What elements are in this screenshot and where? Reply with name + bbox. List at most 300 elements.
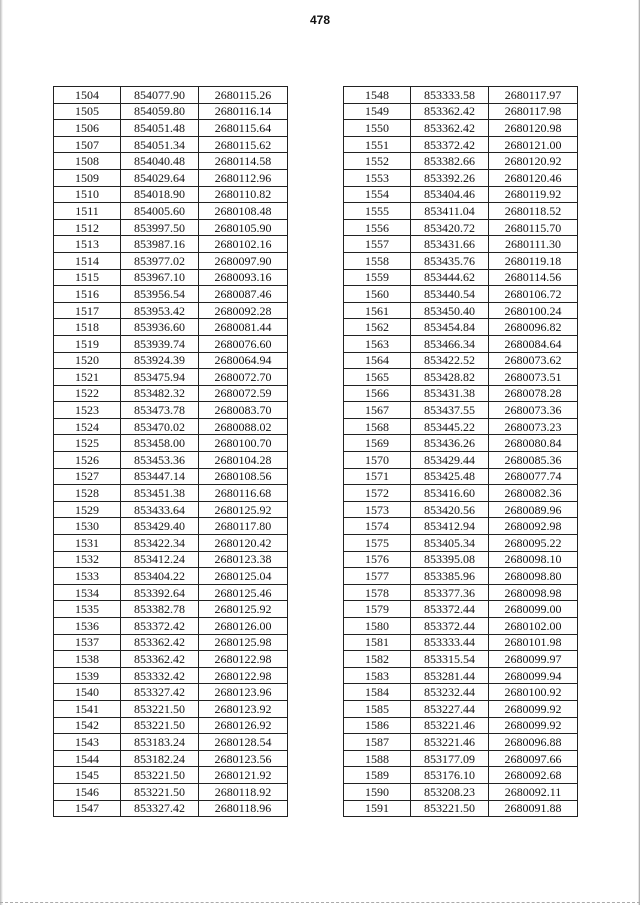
x-coordinate-cell: 853436.26 [411,435,489,452]
y-coordinate-cell: 2680116.68 [199,485,288,502]
table-row [344,551,578,568]
point-number-cell: 1559 [344,269,411,286]
point-number-cell: 1554 [344,186,411,203]
point-number-cell: 1542 [54,717,121,734]
point-number-cell: 1506 [54,120,121,137]
x-coordinate-cell: 853411.04 [411,203,489,220]
scan-edge-left [0,0,3,905]
x-coordinate-cell: 853422.34 [121,535,199,552]
table-row [344,319,578,336]
x-coordinate-cell: 853221.50 [411,800,489,817]
table-row [344,385,578,402]
x-coordinate-cell: 853453.36 [121,452,199,469]
point-number-cell: 1521 [54,369,121,386]
x-coordinate-cell: 853382.66 [411,153,489,170]
table-row [344,252,578,269]
table-row [54,186,288,203]
x-coordinate-cell: 853953.42 [121,302,199,319]
point-number-cell: 1516 [54,286,121,303]
scan-edge-bottom [0,901,640,903]
y-coordinate-cell: 2680100.92 [489,684,578,701]
point-number-cell: 1514 [54,252,121,269]
y-coordinate-cell: 2680118.52 [489,203,578,220]
table-row [54,518,288,535]
y-coordinate-cell: 2680105.90 [199,219,288,236]
table-row [344,203,578,220]
x-coordinate-cell: 853377.36 [411,584,489,601]
table-row [54,435,288,452]
table-row [54,651,288,668]
table-row [54,252,288,269]
table-row [54,418,288,435]
table-row [54,335,288,352]
point-number-cell: 1590 [344,783,411,800]
y-coordinate-cell: 2680108.48 [199,203,288,220]
x-coordinate-cell: 853372.44 [411,618,489,635]
table-row [344,634,578,651]
y-coordinate-cell: 2680093.16 [199,269,288,286]
x-coordinate-cell: 853470.02 [121,418,199,435]
point-number-cell: 1586 [344,717,411,734]
point-number-cell: 1518 [54,319,121,336]
x-coordinate-cell: 853404.46 [411,186,489,203]
table-row [344,750,578,767]
y-coordinate-cell: 2680117.80 [199,518,288,535]
y-coordinate-cell: 2680126.92 [199,717,288,734]
page-number: 478 [309,13,331,27]
point-number-cell: 1583 [344,667,411,684]
point-number-cell: 1568 [344,418,411,435]
table-row [344,651,578,668]
y-coordinate-cell: 2680099.97 [489,651,578,668]
point-number-cell: 1525 [54,435,121,452]
point-number-cell: 1560 [344,286,411,303]
point-number-cell: 1578 [344,584,411,601]
x-coordinate-cell: 853362.42 [411,120,489,137]
table-row [344,369,578,386]
table-row [54,485,288,502]
point-number-cell: 1512 [54,219,121,236]
x-coordinate-cell: 853466.34 [411,335,489,352]
table-row [54,452,288,469]
y-coordinate-cell: 2680102.00 [489,618,578,635]
x-coordinate-cell: 853440.54 [411,286,489,303]
x-coordinate-cell: 854077.90 [121,87,199,104]
table-row [344,767,578,784]
point-number-cell: 1546 [54,783,121,800]
y-coordinate-cell: 2680115.64 [199,120,288,137]
y-coordinate-cell: 2680104.28 [199,452,288,469]
point-number-cell: 1556 [344,219,411,236]
table-row [54,700,288,717]
x-coordinate-cell: 853405.34 [411,535,489,552]
y-coordinate-cell: 2680120.42 [199,535,288,552]
y-coordinate-cell: 2680088.02 [199,418,288,435]
point-number-cell: 1544 [54,750,121,767]
x-coordinate-cell: 853429.44 [411,452,489,469]
table-row [344,402,578,419]
y-coordinate-cell: 2680120.46 [489,169,578,186]
table-row [344,186,578,203]
x-coordinate-cell: 853327.42 [121,684,199,701]
x-coordinate-cell: 853429.40 [121,518,199,535]
y-coordinate-cell: 2680123.96 [199,684,288,701]
table-row [344,568,578,585]
x-coordinate-cell: 853987.16 [121,236,199,253]
table-row [344,468,578,485]
y-coordinate-cell: 2680073.62 [489,352,578,369]
point-number-cell: 1567 [344,402,411,419]
y-coordinate-cell: 2680097.66 [489,750,578,767]
x-coordinate-cell: 853454.84 [411,319,489,336]
y-coordinate-cell: 2680073.36 [489,402,578,419]
point-number-cell: 1533 [54,568,121,585]
y-coordinate-cell: 2680087.46 [199,286,288,303]
table-row [54,584,288,601]
x-coordinate-cell: 853395.08 [411,551,489,568]
x-coordinate-cell: 853482.32 [121,385,199,402]
y-coordinate-cell: 2680100.24 [489,302,578,319]
x-coordinate-cell: 853445.22 [411,418,489,435]
y-coordinate-cell: 2680081.44 [199,319,288,336]
x-coordinate-cell: 853433.64 [121,501,199,518]
point-number-cell: 1580 [344,618,411,635]
y-coordinate-cell: 2680115.70 [489,219,578,236]
table-row [54,87,288,104]
table-row [344,800,578,817]
point-number-cell: 1528 [54,485,121,502]
table-row [344,452,578,469]
table-row [344,667,578,684]
table-row [54,618,288,635]
point-number-cell: 1541 [54,700,121,717]
table-row [344,518,578,535]
x-coordinate-cell: 853221.46 [411,717,489,734]
x-coordinate-cell: 853362.42 [121,651,199,668]
point-number-cell: 1549 [344,103,411,120]
point-number-cell: 1572 [344,485,411,502]
point-number-cell: 1509 [54,169,121,186]
y-coordinate-cell: 2680097.90 [199,252,288,269]
point-number-cell: 1522 [54,385,121,402]
y-coordinate-cell: 2680102.16 [199,236,288,253]
x-coordinate-cell: 853221.46 [411,734,489,751]
point-number-cell: 1553 [344,169,411,186]
x-coordinate-cell: 853392.26 [411,169,489,186]
x-coordinate-cell: 854005.60 [121,203,199,220]
table-row [344,153,578,170]
x-coordinate-cell: 853420.56 [411,501,489,518]
table-row [54,783,288,800]
x-coordinate-cell: 853208.23 [411,783,489,800]
y-coordinate-cell: 2680110.82 [199,186,288,203]
y-coordinate-cell: 2680092.28 [199,302,288,319]
point-number-cell: 1523 [54,402,121,419]
table-row [54,767,288,784]
x-coordinate-cell: 853450.40 [411,302,489,319]
y-coordinate-cell: 2680091.88 [489,800,578,817]
table-row [54,501,288,518]
y-coordinate-cell: 2680125.92 [199,601,288,618]
y-coordinate-cell: 2680116.14 [199,103,288,120]
x-coordinate-cell: 853183.24 [121,734,199,751]
x-coordinate-cell: 853281.44 [411,667,489,684]
x-coordinate-cell: 853936.60 [121,319,199,336]
y-coordinate-cell: 2680108.56 [199,468,288,485]
point-number-cell: 1504 [54,87,121,104]
x-coordinate-cell: 853227.44 [411,700,489,717]
y-coordinate-cell: 2680112.96 [199,169,288,186]
x-coordinate-cell: 853435.76 [411,252,489,269]
x-coordinate-cell: 853385.96 [411,568,489,585]
table-row [54,369,288,386]
table-row [344,783,578,800]
point-number-cell: 1526 [54,452,121,469]
y-coordinate-cell: 2680121.00 [489,136,578,153]
y-coordinate-cell: 2680114.58 [199,153,288,170]
x-coordinate-cell: 853997.50 [121,219,199,236]
y-coordinate-cell: 2680083.70 [199,402,288,419]
table-row [344,236,578,253]
point-number-cell: 1579 [344,601,411,618]
point-number-cell: 1539 [54,667,121,684]
table-row [344,435,578,452]
y-coordinate-cell: 2680114.56 [489,269,578,286]
x-coordinate-cell: 853956.54 [121,286,199,303]
point-number-cell: 1510 [54,186,121,203]
y-coordinate-cell: 2680117.98 [489,103,578,120]
table-row [54,269,288,286]
point-number-cell: 1524 [54,418,121,435]
table-row [54,568,288,585]
table-row [344,335,578,352]
x-coordinate-cell: 854029.64 [121,169,199,186]
x-coordinate-cell: 853221.50 [121,717,199,734]
point-number-cell: 1587 [344,734,411,751]
point-number-cell: 1538 [54,651,121,668]
point-number-cell: 1530 [54,518,121,535]
x-coordinate-cell: 854051.34 [121,136,199,153]
y-coordinate-cell: 2680123.38 [199,551,288,568]
table-row [54,750,288,767]
point-number-cell: 1540 [54,684,121,701]
point-number-cell: 1574 [344,518,411,535]
y-coordinate-cell: 2680122.98 [199,651,288,668]
x-coordinate-cell: 853437.55 [411,402,489,419]
point-number-cell: 1562 [344,319,411,336]
point-number-cell: 1571 [344,468,411,485]
table-row [54,136,288,153]
x-coordinate-cell: 853412.24 [121,551,199,568]
table-row [344,418,578,435]
table-row [344,103,578,120]
x-coordinate-cell: 854040.48 [121,153,199,170]
table-row [344,535,578,552]
y-coordinate-cell: 2680118.96 [199,800,288,817]
y-coordinate-cell: 2680092.68 [489,767,578,784]
table-row [54,634,288,651]
point-number-cell: 1543 [54,734,121,751]
x-coordinate-cell: 853420.72 [411,219,489,236]
point-number-cell: 1589 [344,767,411,784]
x-coordinate-cell: 853177.09 [411,750,489,767]
point-number-cell: 1588 [344,750,411,767]
point-number-cell: 1582 [344,651,411,668]
table-row [344,169,578,186]
point-number-cell: 1536 [54,618,121,635]
x-coordinate-cell: 853431.66 [411,236,489,253]
x-coordinate-cell: 853315.54 [411,651,489,668]
y-coordinate-cell: 2680119.18 [489,252,578,269]
y-coordinate-cell: 2680119.92 [489,186,578,203]
table-row [344,120,578,137]
x-coordinate-cell: 853332.42 [121,667,199,684]
y-coordinate-cell: 2680123.56 [199,750,288,767]
y-coordinate-cell: 2680078.28 [489,385,578,402]
y-coordinate-cell: 2680072.59 [199,385,288,402]
table-row [344,286,578,303]
x-coordinate-cell: 853372.44 [411,601,489,618]
table-row [344,136,578,153]
point-number-cell: 1520 [54,352,121,369]
x-coordinate-cell: 853416.60 [411,485,489,502]
point-number-cell: 1563 [344,335,411,352]
y-coordinate-cell: 2680084.64 [489,335,578,352]
x-coordinate-cell: 853939.74 [121,335,199,352]
y-coordinate-cell: 2680111.30 [489,236,578,253]
x-coordinate-cell: 854059.80 [121,103,199,120]
x-coordinate-cell: 853967.10 [121,269,199,286]
table-row [54,717,288,734]
x-coordinate-cell: 853473.78 [121,402,199,419]
point-number-cell: 1558 [344,252,411,269]
point-number-cell: 1570 [344,452,411,469]
table-row [344,501,578,518]
table-row [54,153,288,170]
point-number-cell: 1551 [344,136,411,153]
x-coordinate-cell: 853382.78 [121,601,199,618]
x-coordinate-cell: 853176.10 [411,767,489,784]
x-coordinate-cell: 853221.50 [121,783,199,800]
point-number-cell: 1519 [54,335,121,352]
x-coordinate-cell: 853333.58 [411,87,489,104]
y-coordinate-cell: 2680099.94 [489,667,578,684]
y-coordinate-cell: 2680121.92 [199,767,288,784]
y-coordinate-cell: 2680115.62 [199,136,288,153]
y-coordinate-cell: 2680096.82 [489,319,578,336]
table-row [54,219,288,236]
point-number-cell: 1577 [344,568,411,585]
table-row [344,485,578,502]
table-row [344,219,578,236]
x-coordinate-cell: 853422.52 [411,352,489,369]
point-number-cell: 1505 [54,103,121,120]
y-coordinate-cell: 2680085.36 [489,452,578,469]
y-coordinate-cell: 2680073.23 [489,418,578,435]
y-coordinate-cell: 2680064.94 [199,352,288,369]
point-number-cell: 1557 [344,236,411,253]
point-number-cell: 1545 [54,767,121,784]
point-number-cell: 1585 [344,700,411,717]
point-number-cell: 1550 [344,120,411,137]
y-coordinate-cell: 2680128.54 [199,734,288,751]
point-number-cell: 1565 [344,369,411,386]
table-row [344,734,578,751]
y-coordinate-cell: 2680092.98 [489,518,578,535]
y-coordinate-cell: 2680118.92 [199,783,288,800]
point-number-cell: 1566 [344,385,411,402]
x-coordinate-cell: 853362.42 [411,103,489,120]
y-coordinate-cell: 2680072.70 [199,369,288,386]
table-row [54,236,288,253]
table-row [54,120,288,137]
x-coordinate-cell: 853425.48 [411,468,489,485]
table-row [54,302,288,319]
point-number-cell: 1507 [54,136,121,153]
table-row [344,269,578,286]
table-row [54,103,288,120]
point-number-cell: 1547 [54,800,121,817]
table-row [54,402,288,419]
point-number-cell: 1561 [344,302,411,319]
y-coordinate-cell: 2680098.98 [489,584,578,601]
y-coordinate-cell: 2680099.92 [489,700,578,717]
y-coordinate-cell: 2680096.88 [489,734,578,751]
x-coordinate-cell: 853475.94 [121,369,199,386]
x-coordinate-cell: 853392.64 [121,584,199,601]
table-row [344,87,578,104]
y-coordinate-cell: 2680100.70 [199,435,288,452]
x-coordinate-cell: 853404.22 [121,568,199,585]
table-row [344,584,578,601]
coordinates-table-left [53,86,288,817]
point-number-cell: 1584 [344,684,411,701]
point-number-cell: 1591 [344,800,411,817]
point-number-cell: 1527 [54,468,121,485]
point-number-cell: 1537 [54,634,121,651]
point-number-cell: 1531 [54,535,121,552]
x-coordinate-cell: 853333.44 [411,634,489,651]
x-coordinate-cell: 853924.39 [121,352,199,369]
x-coordinate-cell: 853431.38 [411,385,489,402]
point-number-cell: 1508 [54,153,121,170]
x-coordinate-cell: 853362.42 [121,634,199,651]
y-coordinate-cell: 2680115.26 [199,87,288,104]
x-coordinate-cell: 853182.24 [121,750,199,767]
x-coordinate-cell: 853327.42 [121,800,199,817]
y-coordinate-cell: 2680122.98 [199,667,288,684]
table-row [54,535,288,552]
point-number-cell: 1517 [54,302,121,319]
point-number-cell: 1515 [54,269,121,286]
table-row [54,601,288,618]
y-coordinate-cell: 2680073.51 [489,369,578,386]
x-coordinate-cell: 853451.38 [121,485,199,502]
y-coordinate-cell: 2680117.97 [489,87,578,104]
point-number-cell: 1513 [54,236,121,253]
point-number-cell: 1552 [344,153,411,170]
y-coordinate-cell: 2680089.96 [489,501,578,518]
table-row [54,468,288,485]
y-coordinate-cell: 2680125.92 [199,501,288,518]
table-row [344,717,578,734]
x-coordinate-cell: 853412.94 [411,518,489,535]
point-number-cell: 1534 [54,584,121,601]
y-coordinate-cell: 2680076.60 [199,335,288,352]
table-row [54,684,288,701]
table-row [54,734,288,751]
y-coordinate-cell: 2680125.04 [199,568,288,585]
